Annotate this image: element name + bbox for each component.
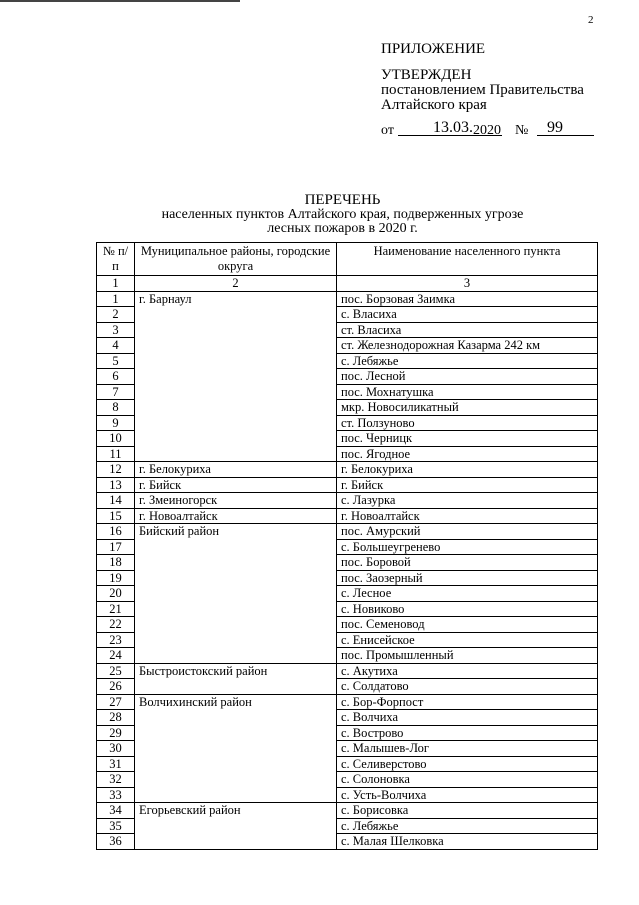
settlement-cell: с. Лебяжье [337, 353, 598, 369]
settlement-cell: пос. Лесной [337, 369, 598, 385]
table-row [97, 477, 598, 493]
settlement-cell: с. Новиково [337, 601, 598, 617]
date-prefix: от [381, 123, 394, 138]
row-number: 24 [97, 648, 135, 664]
row-number: 27 [97, 694, 135, 710]
row-number: 21 [97, 601, 135, 617]
settlement-cell: с. Бор-Форпост [337, 694, 598, 710]
row-number: 11 [97, 446, 135, 462]
settlement-cell: с. Акутиха [337, 663, 598, 679]
document-title [130, 193, 555, 236]
settlement-cell: с. Борисовка [337, 803, 598, 819]
row-number: 30 [97, 741, 135, 757]
row-number: 7 [97, 384, 135, 400]
row-number: 22 [97, 617, 135, 633]
row-number: 14 [97, 493, 135, 509]
number-prefix: № [515, 123, 529, 138]
table-row [97, 493, 598, 509]
table-row [97, 663, 598, 679]
settlement-cell: ст. Железнодорожная Казарма 242 км [337, 338, 598, 354]
district-cell: г. Бийск [135, 477, 337, 493]
title-line-2: населенных пунктов Алтайского края, подверженных угрозе [161, 207, 524, 222]
row-number: 6 [97, 369, 135, 385]
settlement-cell: г. Белокуриха [337, 462, 598, 478]
table-body [97, 291, 598, 849]
row-number: 3 [97, 322, 135, 338]
index-cell: 2 [135, 276, 337, 292]
settlement-cell: пос. Мохнатушка [337, 384, 598, 400]
settlement-cell: пос. Борзовая Заимка [337, 291, 598, 307]
row-number: 26 [97, 679, 135, 695]
district-cell: Быстроистокский район [135, 663, 337, 694]
index-cell: 3 [337, 276, 598, 292]
row-number: 25 [97, 663, 135, 679]
settlement-cell: пос. Заозерный [337, 570, 598, 586]
district-cell: г. Змеиногорск [135, 493, 337, 509]
district-cell: Бийский район [135, 524, 337, 664]
row-number: 31 [97, 756, 135, 772]
title-line-1: ПЕРЕЧЕНЬ [304, 192, 381, 208]
table-row [97, 524, 598, 540]
table-index-row [97, 276, 598, 292]
settlement-cell: ст. Ползуново [337, 415, 598, 431]
settlement-cell: г. Бийск [337, 477, 598, 493]
page-number: 2 [588, 14, 594, 26]
row-number: 15 [97, 508, 135, 524]
settlement-cell: с. Малая Шелковка [337, 834, 598, 850]
settlement-cell: пос. Семеновод [337, 617, 598, 633]
header-number: № п/п [97, 243, 135, 276]
settlement-cell: с. Селиверстово [337, 756, 598, 772]
date-value: 13.03. [433, 119, 473, 136]
table-row [97, 291, 598, 307]
settlement-cell: с. Волчиха [337, 710, 598, 726]
settlement-cell: с. Усть-Волчиха [337, 787, 598, 803]
row-number: 36 [97, 834, 135, 850]
settlement-cell: пос. Амурский [337, 524, 598, 540]
approval-block [381, 68, 584, 113]
row-number: 33 [97, 787, 135, 803]
approved-line-2: постановлением Правительства [381, 82, 584, 98]
header-settlement: Наименование населенного пункта [337, 243, 598, 276]
row-number: 13 [97, 477, 135, 493]
settlement-cell: с. Лазурка [337, 493, 598, 509]
row-number: 12 [97, 462, 135, 478]
date-year: 2020 [473, 123, 501, 138]
settlement-cell: пос. Боровой [337, 555, 598, 571]
settlement-cell: ст. Власиха [337, 322, 598, 338]
row-number: 32 [97, 772, 135, 788]
row-number: 29 [97, 725, 135, 741]
table-row [97, 462, 598, 478]
settlement-cell: с. Енисейское [337, 632, 598, 648]
settlements-table [96, 242, 598, 850]
approved-line-1: УТВЕРЖДЕН [381, 67, 472, 83]
row-number: 16 [97, 524, 135, 540]
row-number: 23 [97, 632, 135, 648]
row-number: 9 [97, 415, 135, 431]
row-number: 19 [97, 570, 135, 586]
settlement-cell: с. Малышев-Лог [337, 741, 598, 757]
table-header-row [97, 243, 598, 276]
approved-line-3: Алтайского края [381, 97, 487, 113]
row-number: 2 [97, 307, 135, 323]
settlement-cell: с. Солдатово [337, 679, 598, 695]
row-number: 17 [97, 539, 135, 555]
settlement-cell: с. Вострово [337, 725, 598, 741]
settlement-cell: пос. Черницк [337, 431, 598, 447]
top-edge-line [0, 0, 240, 2]
settlement-cell: с. Большеугренево [337, 539, 598, 555]
row-number: 5 [97, 353, 135, 369]
row-number: 28 [97, 710, 135, 726]
title-line-3: лесных пожаров в 2020 г. [267, 221, 418, 236]
settlement-cell: с. Лебяжье [337, 818, 598, 834]
row-number: 8 [97, 400, 135, 416]
table-row [97, 508, 598, 524]
district-cell: г. Барнаул [135, 291, 337, 462]
settlement-cell: пос. Промышленный [337, 648, 598, 664]
district-cell: г. Белокуриха [135, 462, 337, 478]
appendix-label: ПРИЛОЖЕНИЕ [381, 41, 486, 57]
index-cell: 1 [97, 276, 135, 292]
row-number: 20 [97, 586, 135, 602]
row-number: 1 [97, 291, 135, 307]
row-number: 4 [97, 338, 135, 354]
number-value: 99 [547, 119, 563, 136]
table-row [97, 803, 598, 819]
district-cell: г. Новоалтайск [135, 508, 337, 524]
settlement-cell: пос. Ягодное [337, 446, 598, 462]
settlement-cell: с. Солоновка [337, 772, 598, 788]
settlement-cell: с. Лесное [337, 586, 598, 602]
row-number: 35 [97, 818, 135, 834]
district-cell: Егорьевский район [135, 803, 337, 850]
settlement-cell: мкр. Новосиликатный [337, 400, 598, 416]
table-row [97, 694, 598, 710]
settlement-cell: с. Власиха [337, 307, 598, 323]
row-number: 18 [97, 555, 135, 571]
header-district: Муниципальное районы, городские округа [135, 243, 337, 276]
number-underline [537, 135, 594, 136]
district-cell: Волчихинский район [135, 694, 337, 803]
row-number: 10 [97, 431, 135, 447]
row-number: 34 [97, 803, 135, 819]
settlement-cell: г. Новоалтайск [337, 508, 598, 524]
